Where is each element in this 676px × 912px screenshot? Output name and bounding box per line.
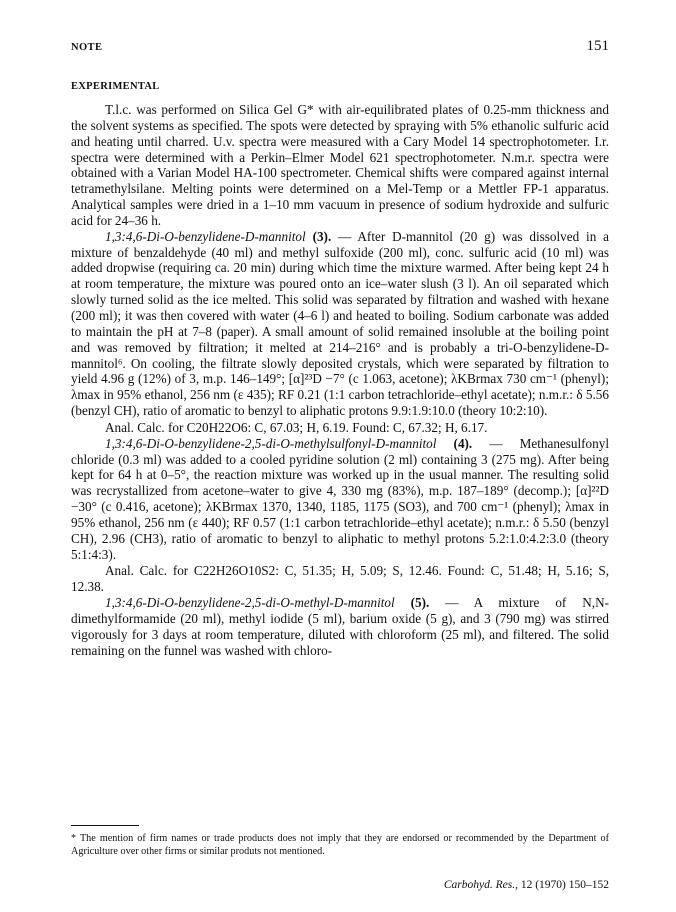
- journal-name: Carbohyd. Res.,: [443, 879, 518, 891]
- compound-4-number: (4).: [453, 435, 473, 451]
- section-label: NOTE: [71, 42, 103, 53]
- journal-citation: [444, 879, 609, 891]
- compound-4-name: 1,3:4,6-Di-O-benzylidene-2,5-di-O-methylsulfonyl-D-mannitol: [105, 435, 437, 451]
- section-heading: EXPERIMENTAL: [71, 81, 160, 92]
- journal-volume: 12 (1970) 150–152: [520, 879, 609, 891]
- paragraph-compound-3: [71, 229, 609, 419]
- compound-4-text: — Methanesulfonyl chloride (0.3 ml) was added to a cooled pyridine solution (2 ml) containing 3 (275 mg). After being kept for 64 h at 0–5°, the reaction mixture was worked up in the usual manner. The resulting solid was recrystallized from acetone–water to give 4, 330 mg (83%), m.p. 187–189° (decomp.); [α]²²D −30° (c 0.416, acetone); λKBrmax 1370, 1340, 1185, 1175 (SO3), and 700 cm⁻¹ (phenyl); λmax in 95% ethanol, 256 nm (ε 440); RF 0.57 (1:1 carbon tetrachloride–ethyl acetate); n.m.r.: δ 5.50 (benzyl CH), 2.96 (CH3), ratio of aromatic to benzyl to aliphatic to methyl protons 5.2:1.0:4.2:3.0 (theory 5:1:4:3).: [71, 435, 609, 562]
- running-header: [71, 38, 609, 55]
- compound-3-text: — After D-mannitol (20 g) was dissolved in a mixture of benzaldehyde (40 ml) and methyl sulfoxide (200 ml), conc. sulfuric acid (10 ml) was added dropwise (requiring ca. 20 min) during which time the mixture warmed. After being kept 24 h at room temperature, the mixture was poured onto an ice–water slush (3 l). An oil separated which slowly turned solid as the ice melted. This solid was separated by filtration and washed with hexane (200 ml); it was then covered with water (4–6 l) and heated to boiling. Sodium carbonate was added to maintain the pH at 7–8 (paper). A small amount of solid remained insoluble at the boiling point and was removed by filtration; it melted at 214–216° and is probably a tri-O-benzylidene-D-mannitol⁶. On cooling, the filtrate slowly deposited crystals, which were separated by filtration to yield 4.96 g (12%) of 3, m.p. 146–149°; [α]²³D −7° (c 1.063, acetone); λKBrmax 730 cm⁻¹ (phenyl); λmax in 95% ethanol, 256 nm (ε 435); RF 0.21 (1:1 carbon tetrachloride–ethyl acetate); n.m.r.: δ 5.56 (benzyl CH), ratio of aromatic to benzyl to aliphatic protons 9.9:1.9:10.0 (theory 10:2:10).: [71, 228, 610, 419]
- compound-3-number: (3).: [312, 228, 332, 244]
- footnote-divider: [71, 825, 139, 826]
- compound-5-text: — A mixture of N,N-dimethylformamide (20 ml), methyl iodide (5 ml), barium oxide (5 g), and 3 (790 mg) was stirred vigorously for 3 days at room temperature, diluted with chloroform (25 ml), and filtered. The solid remaining on the funnel was washed with chloro-: [71, 595, 609, 658]
- analysis-compound-4: Anal. Calc. for C22H26O10S2: C, 51.35; H, 5.09; S, 12.46. Found: C, 51.48; H, 5.16; S, 12.38.: [71, 563, 609, 595]
- footnote: * The mention of firm names or trade products does not imply that they are endorsed or recommended by the Department of Agriculture over other firms or similar produts not mentioned.: [71, 833, 609, 857]
- article-body: [71, 102, 609, 659]
- page-number: 151: [586, 38, 609, 54]
- analysis-compound-3: Anal. Calc. for C20H22O6: C, 67.03; H, 6.19. Found: C, 67.32; H, 6.17.: [105, 419, 488, 435]
- compound-5-name: 1,3:4,6-Di-O-benzylidene-2,5-di-O-methyl-D-mannitol: [105, 595, 395, 611]
- compound-5-number: (5).: [410, 595, 430, 611]
- paragraph-compound-5: [71, 595, 609, 658]
- paragraph-methods: T.l.c. was performed on Silica Gel G* with air-equilibrated plates of 0.25-mm thickness and the solvent systems as specified. The spots were detected by spraying with 5% ethanolic sulfuric acid and heating until charred. U.v. spectra were measured with a Cary Model 14 spectrophotometer. I.r. spectra were determined with a Perkin–Elmer Model 621 spectrophotometer. N.m.r. spectra were obtained with a Varian Model HA-100 spectrometer. Chemical shifts were compared against internal tetramethylsilane. Melting points were determined on a Mel-Temp or a Mettler FP-1 apparatus. Analytical samples were dried in a 1–10 mm vacuum in presence of sodium hydroxide and sulfuric acid for 24–36 h.: [71, 102, 609, 228]
- paragraph-compound-4: [71, 436, 609, 563]
- compound-3-name: 1,3:4,6-Di-O-benzylidene-D-mannitol: [105, 228, 306, 244]
